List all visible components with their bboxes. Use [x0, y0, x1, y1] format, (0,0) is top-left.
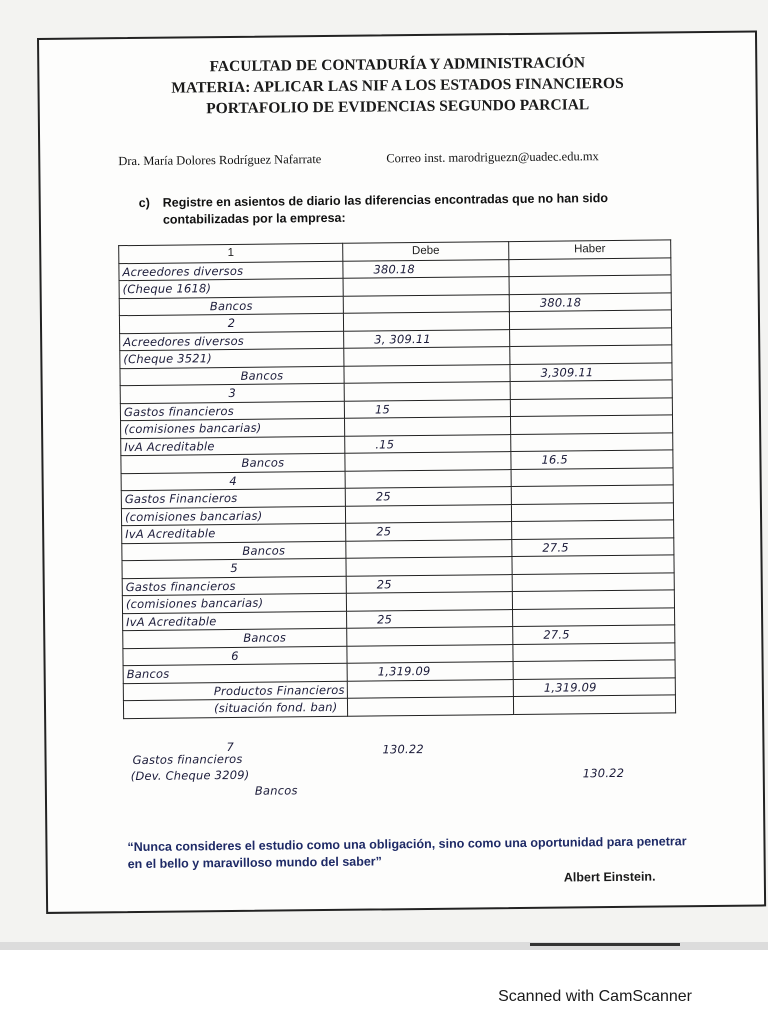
- account-name: (comisiones bancarias): [124, 420, 262, 437]
- haber-cell: [509, 275, 671, 294]
- column-header-entry: 1: [119, 243, 343, 263]
- debe-amount: .15: [375, 437, 395, 452]
- haber-amount: 3,309.11: [540, 364, 594, 380]
- debe-cell: [347, 609, 513, 628]
- account-name: IvA Acreditable: [125, 526, 216, 542]
- debe-amount: 15: [374, 402, 391, 417]
- extra-entry-number: 7: [226, 739, 235, 755]
- debe-cell: [346, 574, 512, 593]
- haber-amount: 27.5: [542, 540, 569, 555]
- haber-cell: [511, 485, 673, 504]
- account-name: Acreedores diversos: [122, 263, 244, 279]
- debe-amount: 25: [375, 489, 391, 504]
- einstein-quote: “Nunca consideres el estudio como una obligación, sino como una oportunidad para penetrar en el bello y maravilloso mundo del saber”: [127, 834, 687, 872]
- debe-cell: [345, 434, 511, 453]
- debe-cell: [346, 592, 512, 611]
- header-faculty: FACULTAD DE CONTADURÍA Y ADMINISTRACIÓN: [209, 54, 586, 76]
- instruction: [138, 189, 679, 227]
- entry-number: 2: [227, 316, 236, 331]
- haber-cell: [510, 415, 672, 434]
- debe-amount: 380.18: [373, 261, 415, 277]
- account-name: Bancos: [243, 630, 287, 646]
- column-header-haber: Haber: [509, 240, 671, 259]
- haber-cell: [510, 362, 672, 381]
- debe-cell: [347, 697, 513, 716]
- account-cell: [123, 698, 347, 718]
- haber-cell: [511, 450, 673, 469]
- teacher-name: Dra. María Dolores Rodríguez Nafarrate: [118, 152, 322, 169]
- account-name: Bancos: [242, 543, 286, 558]
- debe-cell: [346, 539, 512, 558]
- haber-cell: [512, 555, 674, 574]
- haber-cell: [513, 677, 675, 696]
- header-subject: MATERIA: APLICAR LAS NIF A LOS ESTADOS FINANCIEROS: [171, 74, 624, 97]
- account-name: Bancos: [126, 666, 170, 682]
- haber-cell: [510, 397, 672, 416]
- extra-entry-debe: 130.22: [382, 741, 424, 757]
- camscanner-watermark: Scanned with CamScanner: [498, 988, 692, 1005]
- column-header-debe: Debe: [343, 242, 509, 261]
- debe-amount: 25: [376, 577, 392, 592]
- debe-cell: [343, 312, 509, 331]
- debe-amount: 25: [376, 524, 392, 539]
- debe-cell: [344, 417, 510, 436]
- teacher-email: Correo inst. marodriguezn@uadec.edu.mx: [386, 149, 599, 166]
- account-name: IvA Acreditable: [124, 438, 215, 454]
- account-name: Bancos: [241, 455, 285, 471]
- haber-cell: [509, 292, 671, 311]
- haber-cell: [512, 590, 674, 609]
- debe-amount: 25: [377, 612, 393, 627]
- account-name: IvA Acreditable: [126, 613, 217, 629]
- extra-entry-account3: Bancos: [254, 783, 298, 798]
- account-name: Productos Financieros: [213, 682, 345, 698]
- debe-amount: 3, 309.11: [374, 331, 431, 347]
- header-portfolio: PORTAFOLIO DE EVIDENCIAS SEGUNDO PARCIAL: [206, 96, 590, 118]
- debe-cell: [343, 259, 509, 278]
- debe-cell: [345, 487, 511, 506]
- debe-amount: 1,319.09: [377, 664, 431, 679]
- haber-amount: 27.5: [543, 627, 570, 642]
- debe-cell: [344, 364, 510, 383]
- debe-cell: [347, 662, 513, 681]
- haber-cell: [512, 520, 674, 539]
- debe-cell: [347, 644, 513, 663]
- account-name: (Cheque 1618): [122, 281, 212, 297]
- haber-cell: [510, 345, 672, 364]
- extra-entry-account1: Gastos financieros: [132, 751, 243, 768]
- document-header: [39, 50, 756, 120]
- instruction-letter: c): [138, 195, 150, 210]
- entry-number: 3: [228, 386, 237, 401]
- entry-number: 6: [231, 648, 239, 663]
- quote-author: Albert Einstein.: [563, 869, 656, 885]
- account-name: Bancos: [240, 368, 284, 383]
- haber-cell: [511, 467, 673, 486]
- instruction-text: Registre en asientos de diario las diferencias encontradas que no han sido contabilizadas por la empresa:: [162, 191, 609, 227]
- haber-cell: [513, 642, 675, 661]
- haber-cell: [509, 310, 671, 329]
- haber-cell: [513, 625, 675, 644]
- debe-cell: [345, 504, 511, 523]
- entry-number: 5: [230, 561, 238, 576]
- debe-cell: [346, 522, 512, 541]
- extra-entry: [130, 736, 651, 841]
- debe-cell: [344, 329, 510, 348]
- debe-cell: [344, 382, 510, 401]
- haber-amount: 380.18: [539, 295, 582, 310]
- debe-cell: [346, 557, 512, 576]
- evidence-sheet: [37, 30, 766, 913]
- haber-cell: [513, 660, 675, 679]
- account-name: (Cheque 3521): [123, 351, 213, 367]
- journal-body: [119, 257, 676, 718]
- account-name: Gastos financieros: [125, 578, 236, 594]
- haber-cell: [510, 327, 672, 346]
- haber-cell: [511, 502, 673, 521]
- teacher-info: [118, 148, 678, 169]
- account-name: Acreedores diversos: [123, 333, 245, 349]
- entry-number: 4: [229, 473, 237, 488]
- debe-cell: [345, 452, 511, 471]
- haber-cell: [513, 695, 675, 714]
- haber-cell: [509, 257, 671, 276]
- scan-edge-mark: [530, 943, 680, 946]
- account-name: (comisiones bancarias): [124, 508, 263, 524]
- account-name: Bancos: [209, 298, 253, 313]
- extra-entry-haber: 130.22: [582, 765, 625, 781]
- haber-amount: 16.5: [541, 452, 568, 467]
- account-name: Gastos financieros: [123, 403, 234, 419]
- debe-cell: [345, 469, 511, 488]
- debe-cell: [347, 679, 513, 698]
- debe-cell: [344, 347, 510, 366]
- debe-cell: [343, 277, 509, 296]
- haber-cell: [513, 607, 675, 626]
- account-name: (situación fond. ban): [213, 700, 338, 716]
- debe-cell: [347, 627, 513, 646]
- haber-amount: 1,319.09: [543, 679, 597, 695]
- haber-cell: [512, 572, 674, 591]
- journal-table: [118, 239, 676, 718]
- haber-cell: [511, 432, 673, 451]
- account-name: Gastos Financieros: [124, 491, 238, 507]
- debe-cell: [343, 294, 509, 313]
- account-name: (comisiones bancarias): [125, 595, 264, 612]
- haber-cell: [510, 380, 672, 399]
- haber-cell: [512, 537, 674, 556]
- debe-cell: [344, 399, 510, 418]
- extra-entry-account2: (Dev. Cheque 3209): [130, 767, 250, 784]
